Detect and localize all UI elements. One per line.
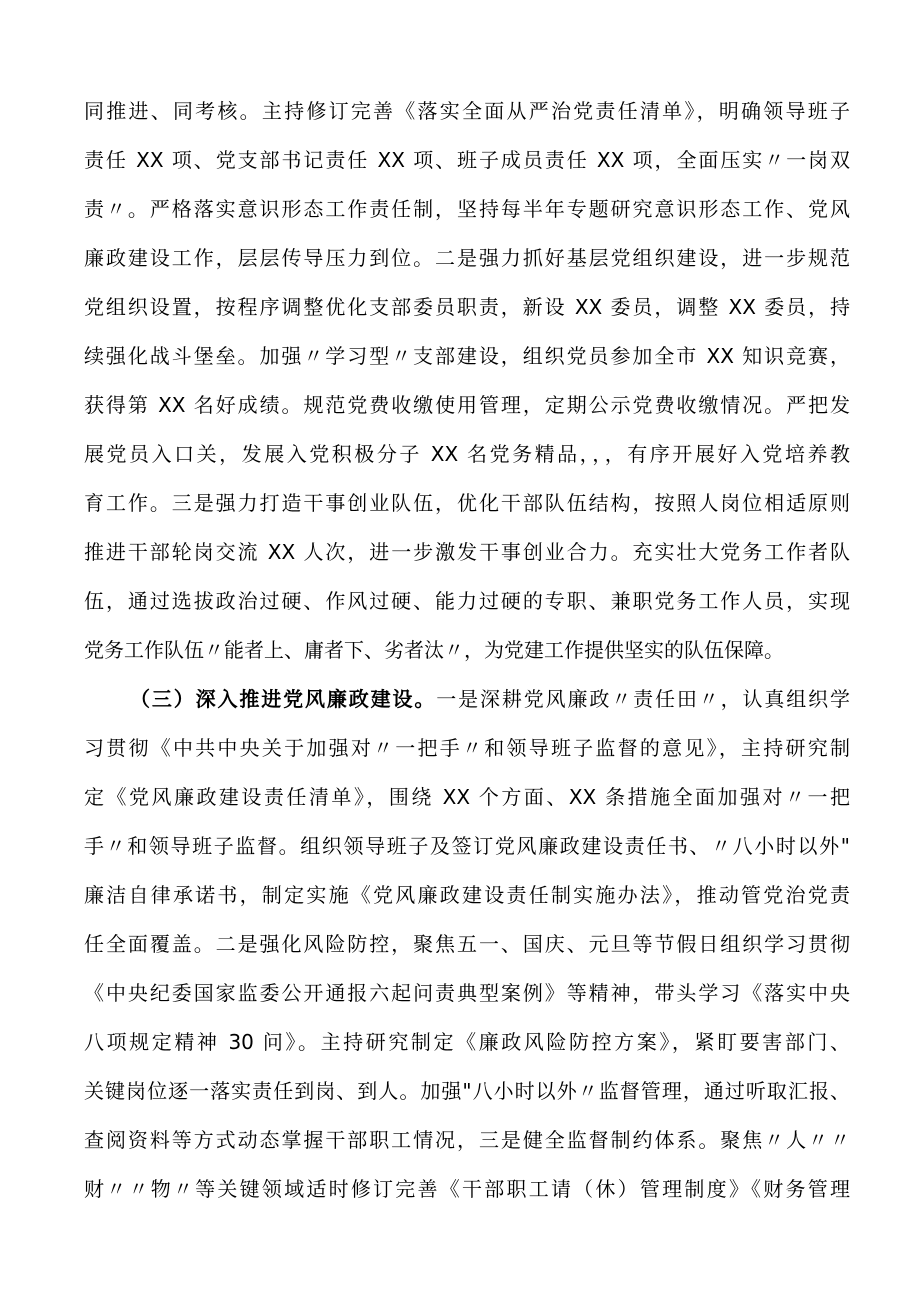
body-line: 获得第 XX 名好成绩。规范党费收缴使用管理，定期公示党费收缴情况。严把发	[84, 393, 850, 417]
body-line: 任全面覆盖。二是强化风险防控，聚焦五一、国庆、元旦等节假日组织学习贯彻	[84, 932, 850, 956]
body-line: 推进干部轮岗交流 XX 人次，进一步激发干事创业合力。充实壮大党务工作者队	[84, 540, 850, 564]
body-line: 责任 XX 项、党支部书记责任 XX 项、班子成员责任 XX 项，全面压实〃一岗双	[84, 148, 850, 172]
section-heading-rest: 一是深耕党风廉政〃责任田〃，认真组织学	[436, 687, 850, 711]
body-line: 查阅资料等方式动态掌握干部职工情况，三是健全监督制约体系。聚焦〃人〃〃	[84, 1128, 850, 1152]
body-line: 定《党风廉政建设责任清单》，围绕 XX 个方面、XX 条措施全面加强对〃一把	[84, 785, 850, 809]
section-heading: （三）深入推进党风廉政建设。	[130, 687, 437, 711]
body-line: 《中央纪委国家监委公开通报六起问责典型案例》等精神，带头学习《落实中央	[84, 981, 850, 1005]
body-line: 展党员入口关，发展入党积极分子 XX 名党务精品，，，有序开展好入党培养教	[84, 442, 850, 466]
section-heading-line	[130, 684, 850, 714]
body-line: 同推进、同考核。主持修订完善《落实全面从严治党责任清单》，明确领导班子	[84, 99, 850, 123]
body-line: 党组织设置，按程序调整优化支部委员职责，新设 XX 委员，调整 XX 委员，持	[84, 295, 850, 319]
body-line: 手〃和领导班子监督。组织领导班子及签订党风廉政建设责任书、〃八小时以外"	[84, 834, 850, 858]
body-line: 伍，通过选拔政治过硬、作风过硬、能力过硬的专职、兼职党务工作人员，实现	[84, 589, 850, 613]
body-line: 习贯彻《中共中央关于加强对〃一把手〃和领导班子监督的意见》，主持研究制	[84, 736, 850, 760]
body-line: 廉政建设工作，层层传导压力到位。二是强力抓好基层党组织建设，进一步规范	[84, 246, 850, 270]
body-line: 育工作。三是强力打造干事创业队伍，优化干部队伍结构，按照人岗位相适原则	[84, 491, 850, 515]
body-line: 续强化战斗堡垒。加强〃学习型〃支部建设，组织党员参加全市 XX 知识竞赛，	[84, 344, 850, 368]
body-line: 责〃。严格落实意识形态工作责任制，坚持每半年专题研究意识形态工作、党风	[84, 197, 850, 221]
body-line: 财〃〃物〃等关键领域适时修订完善《干部职工请（休）管理制度》《财务管理	[84, 1177, 850, 1201]
body-line: 廉洁自律承诺书，制定实施《党风廉政建设责任制实施办法》，推动管党治党责	[84, 883, 850, 907]
body-line: 党务工作队伍〃能者上、庸者下、劣者汰〃，为党建工作提供坚实的队伍保障。	[84, 638, 784, 662]
body-line: 八项规定精神 30 问》。主持研究制定《廉政风险防控方案》，紧盯要害部门、	[84, 1030, 850, 1054]
body-line: 关键岗位逐一落实责任到岗、到人。加强"八小时以外〃监督管理，通过听取汇报、	[84, 1079, 850, 1103]
